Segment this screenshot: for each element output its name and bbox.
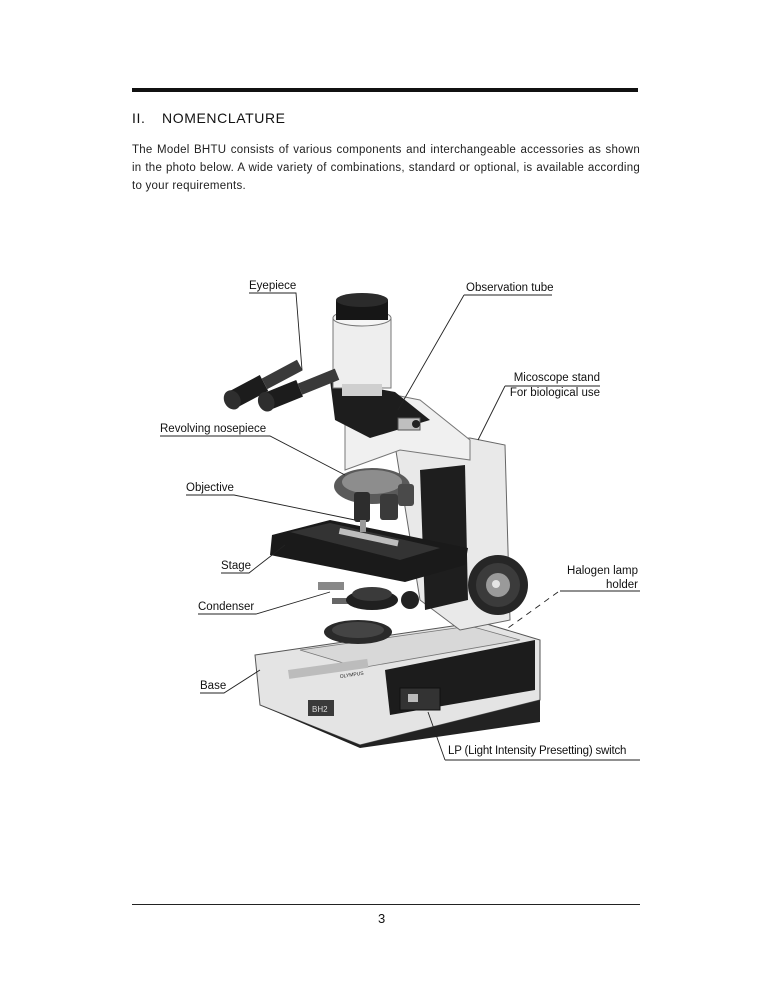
label-observation-tube: Observation tube [466,282,554,294]
label-base: Base [200,680,227,692]
label-revolving-nosepiece: Revolving nosepiece [160,423,267,435]
label-objective: Objective [186,482,234,494]
label-halogen-lamp-holder [560,564,638,592]
bottom-rule [132,904,640,905]
label-halogen-line2: holder [606,579,638,591]
label-lp-switch: LP (Light Intensity Presetting) switch [448,745,627,757]
section-number: II. [132,110,146,126]
label-stage: Stage [221,560,252,572]
label-halogen-line1: Halogen lamp [567,565,638,577]
label-condenser: Condenser [198,601,255,613]
intro-paragraph: The Model BHTU consists of various components and interchangeable accessories as shown in the photo below. A wide variety of combinations, standard or optional, is available according to your requirements. [132,144,640,192]
label-microscope-stand-line1: Micoscope stand [513,372,600,384]
label-microscope-stand-line2: For biological use [509,387,600,399]
label-microscope-stand [505,371,600,400]
brand-mark: OLYMPUS [339,670,365,680]
page-number: 3 [378,911,386,926]
section-title: NOMENCLATURE [162,110,286,126]
label-eyepiece: Eyepiece [249,280,297,292]
model-badge: BH2 [312,705,328,714]
